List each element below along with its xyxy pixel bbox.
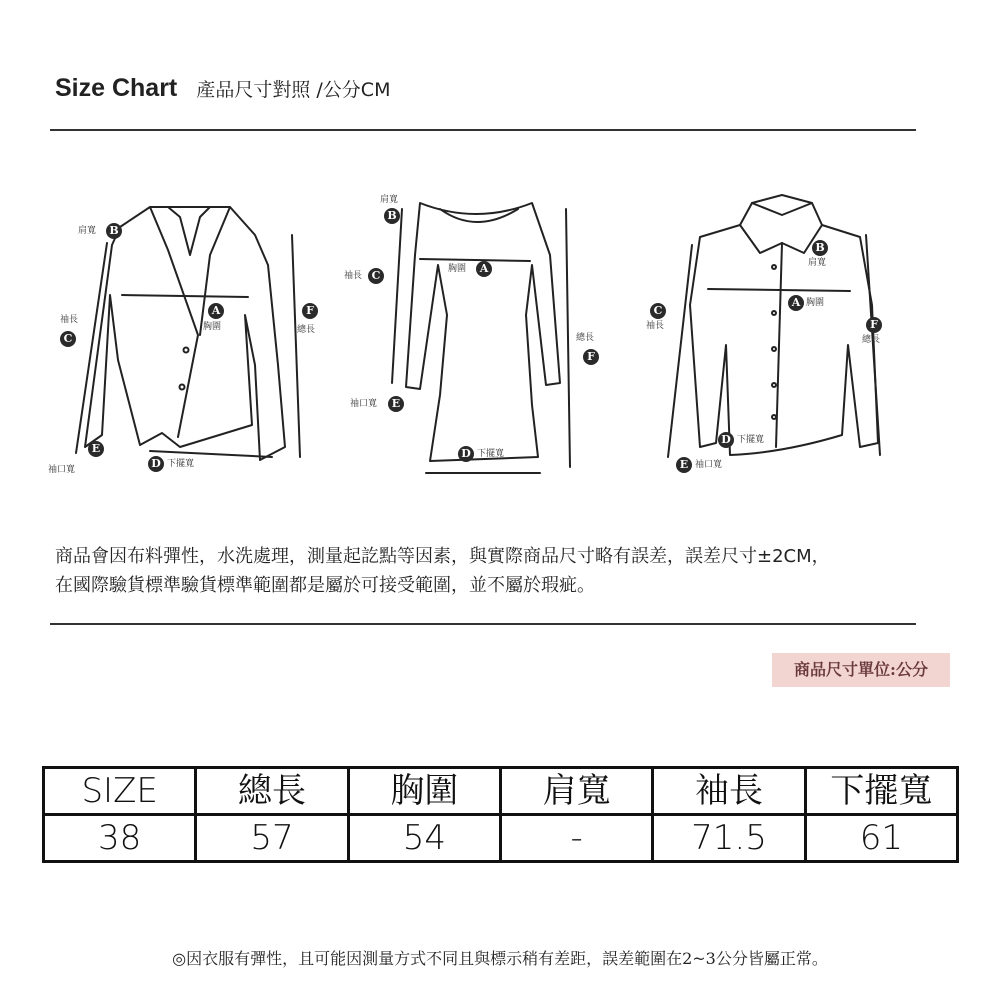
divider-bottom <box>50 623 916 625</box>
table-header-cell: SIZE <box>44 768 196 815</box>
notice-line-1: 商品會因布料彈性，水洗處理，測量起訖點等因素，與實際商品尺寸略有誤差，誤差尺寸±2CM， <box>55 546 830 567</box>
page-title <box>55 74 390 103</box>
marker-c-icon: C <box>368 268 384 284</box>
table-cell: 61 <box>805 815 957 862</box>
table-cell: 38 <box>44 815 196 862</box>
marker-f-icon: F <box>866 317 882 333</box>
table-cell: 57 <box>196 815 348 862</box>
shirt-cuff-label: 袖口寬 <box>695 460 723 470</box>
jacket-shoulder-label: 肩寬 <box>78 226 97 236</box>
table-header-cell: 肩寬 <box>500 768 652 815</box>
table-cell: 54 <box>348 815 500 862</box>
jacket-chest-label: 胸圍 <box>203 322 222 332</box>
marker-a-icon: A <box>788 295 804 311</box>
jacket-length-label: 總長 <box>297 325 316 335</box>
dress-cuff-label: 袖口寬 <box>350 399 378 409</box>
marker-a-icon: A <box>208 303 224 319</box>
table-header-cell: 下擺寬 <box>805 768 957 815</box>
table-header-row <box>44 768 958 815</box>
marker-c-icon: C <box>650 303 666 319</box>
jacket-hem-label: 下擺寬 <box>167 459 195 469</box>
shirt-sleeve-label: 袖長 <box>646 321 665 331</box>
marker-d-icon: D <box>458 446 474 462</box>
table-cell: - <box>500 815 652 862</box>
measurement-notice <box>55 542 830 600</box>
marker-f-icon: F <box>302 303 318 319</box>
marker-c-icon: C <box>60 331 76 347</box>
shirt-length-label: 總長 <box>862 335 881 345</box>
shirt-hem-label: 下擺寬 <box>737 435 765 445</box>
marker-b-icon: B <box>106 223 122 239</box>
footnote: ◎因衣服有彈性，且可能因測量方式不同且與標示稍有差距，誤差範圍在2~3公分皆屬正常。 <box>172 949 828 968</box>
table-header-cell: 胸圍 <box>348 768 500 815</box>
size-table <box>42 766 959 863</box>
dress-outline-icon <box>392 203 570 473</box>
jacket-cuff-label: 袖口寬 <box>48 465 76 475</box>
marker-e-icon: E <box>676 457 692 473</box>
jacket-sleeve-label: 袖長 <box>60 315 79 325</box>
title-text: Size Chart <box>55 74 178 102</box>
marker-d-icon: D <box>148 456 164 472</box>
marker-a-icon: A <box>476 261 492 277</box>
dress-hem-label: 下擺寬 <box>477 449 505 459</box>
title-subtitle: 產品尺寸對照 /公分CM <box>196 79 391 101</box>
dress-sleeve-label: 袖長 <box>344 271 363 281</box>
table-header-cell: 總長 <box>196 768 348 815</box>
marker-b-icon: B <box>812 240 828 256</box>
dress-length-label: 總長 <box>576 333 595 343</box>
divider-top <box>50 129 916 131</box>
jacket-outline-icon <box>76 207 300 460</box>
marker-e-icon: E <box>388 396 404 412</box>
dress-chest-label: 胸圍 <box>448 264 467 274</box>
dress-shoulder-label: 肩寬 <box>380 195 399 205</box>
marker-f-icon: F <box>583 349 599 365</box>
table-cell: 71.5 <box>653 815 805 862</box>
marker-b-icon: B <box>384 208 400 224</box>
notice-line-2: 在國際驗貨標準驗貨標準範圍都是屬於可接受範圍，並不屬於瑕疵。 <box>55 575 595 596</box>
garment-diagrams <box>40 185 950 495</box>
table-row <box>44 815 958 862</box>
shirt-shoulder-label: 肩寬 <box>808 258 827 268</box>
shirt-chest-label: 胸圍 <box>806 298 825 308</box>
unit-badge: 商品尺寸單位:公分 <box>772 653 950 687</box>
marker-d-icon: D <box>718 432 734 448</box>
marker-e-icon: E <box>88 441 104 457</box>
table-header-cell: 袖長 <box>653 768 805 815</box>
shirt-outline-icon <box>668 195 880 457</box>
